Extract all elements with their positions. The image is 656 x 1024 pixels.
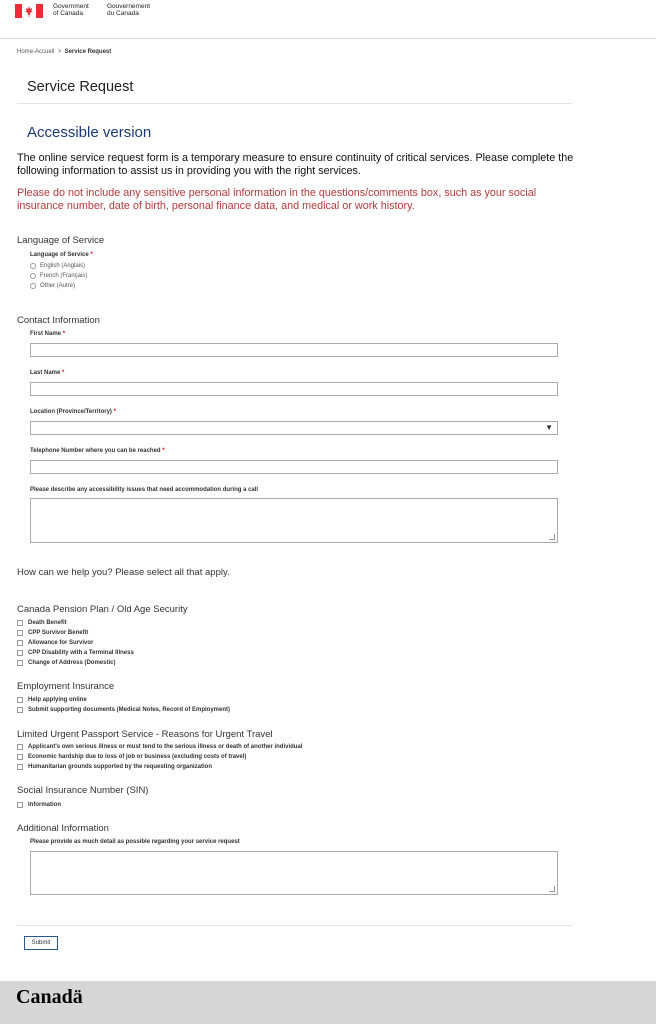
breadcrumb-home-link[interactable]: Home-Accueil [17,49,55,55]
checkbox-icon [17,707,23,713]
checkbox-icon [17,630,23,636]
accessibility-label: Please describe any accessibility issues that need accommodation during a call [30,487,259,493]
radio-icon [30,283,36,289]
additional-label: Please provide as much detail as possible regarding your service request [30,839,240,845]
submit-button[interactable]: Submit [24,936,58,950]
accessible-version-heading: Accessible version [27,124,152,141]
checkbox-icon [17,744,23,750]
chevron-down-icon: ▼ [545,423,553,432]
checkbox-icon [17,754,23,760]
breadcrumb-separator: > [57,49,62,55]
help-prompt: How can we help you? Please select all that apply. [17,567,230,578]
ei-section-heading: Employment Insurance [17,681,115,692]
language-section-heading: Language of Service [17,235,105,246]
radio-icon [30,273,36,279]
breadcrumb [17,49,111,55]
page-title: Service Request [27,79,134,95]
checkbox-cpp-survivor[interactable]: CPP Survivor Benefit [17,630,88,636]
canada-flag-icon [15,4,43,18]
gov-canada-en[interactable]: Government of Canada [53,3,89,17]
radio-english[interactable]: English (Anglais) [30,263,85,269]
contact-section-heading: Contact Information [17,315,100,326]
gov-canada-fr[interactable]: Gouvernement du Canada [107,3,150,17]
checkbox-submit-documents[interactable]: Submit supporting documents (Medical Notes, Record of Employment) [17,707,230,713]
accessibility-textarea[interactable] [30,498,558,543]
checkbox-icon [17,650,23,656]
checkbox-help-applying[interactable]: Help applying online [17,697,87,703]
checkbox-serious-illness[interactable]: Applicant's own serious illness or must tend to the serious illness or death of another individual [17,744,302,750]
location-label: Location (Province/Territory) * [30,409,116,415]
location-select[interactable] [30,421,558,435]
cpp-section-heading: Canada Pension Plan / Old Age Security [17,604,188,615]
checkbox-sin-information[interactable]: Information [17,802,61,808]
canada-wordmark: Canadä [16,986,83,1008]
last-name-label: Last Name * [30,370,65,376]
checkbox-icon [17,660,23,666]
privacy-warning: Please do not include any sensitive personal information in the questions/comments box, such as your social insurance number, date of birth, personal finance data, and medical or work history. [17,187,537,212]
divider [17,925,572,926]
site-footer [0,981,656,1024]
sin-section-heading: Social Insurance Number (SIN) [17,785,149,796]
additional-textarea[interactable] [30,851,558,895]
additional-section-heading: Additional Information [17,823,109,834]
radio-french[interactable]: French (Français) [30,273,87,279]
first-name-label: First Name * [30,331,66,337]
site-header [0,0,656,39]
checkbox-icon [17,764,23,770]
checkbox-death-benefit[interactable]: Death Benefit [17,620,67,626]
checkbox-allowance-survivor[interactable]: Allowance for Survivor [17,640,93,646]
checkbox-economic-hardship[interactable]: Economic hardship due to loss of job or business (excluding costs of travel) [17,754,246,760]
resize-handle-icon[interactable] [549,886,555,892]
passport-section-heading: Limited Urgent Passport Service - Reasons for Urgent Travel [17,729,273,740]
intro-text: The online service request form is a temporary measure to ensure continuity of critical services. Please complete the following information to assist us in providing you with the right services. [17,152,574,177]
phone-input[interactable] [30,460,558,474]
checkbox-icon [17,697,23,703]
radio-icon [30,263,36,269]
resize-handle-icon[interactable] [549,534,555,540]
radio-other[interactable]: Other (Autre) [30,283,75,289]
page-title-bar [17,73,572,104]
checkbox-change-address[interactable]: Change of Address (Domestic) [17,660,115,666]
checkbox-icon [17,640,23,646]
checkbox-cpp-disability[interactable]: CPP Disability with a Terminal Illness [17,650,134,656]
first-name-input[interactable] [30,343,558,357]
last-name-input[interactable] [30,382,558,396]
checkbox-icon [17,802,23,808]
breadcrumb-current: Service Request [64,49,112,55]
phone-label: Telephone Number where you can be reached * [30,448,165,454]
language-label: Language of Service * [30,252,93,258]
checkbox-humanitarian[interactable]: Humanitarian grounds supported by the requesting organization [17,764,212,770]
checkbox-icon [17,620,23,626]
